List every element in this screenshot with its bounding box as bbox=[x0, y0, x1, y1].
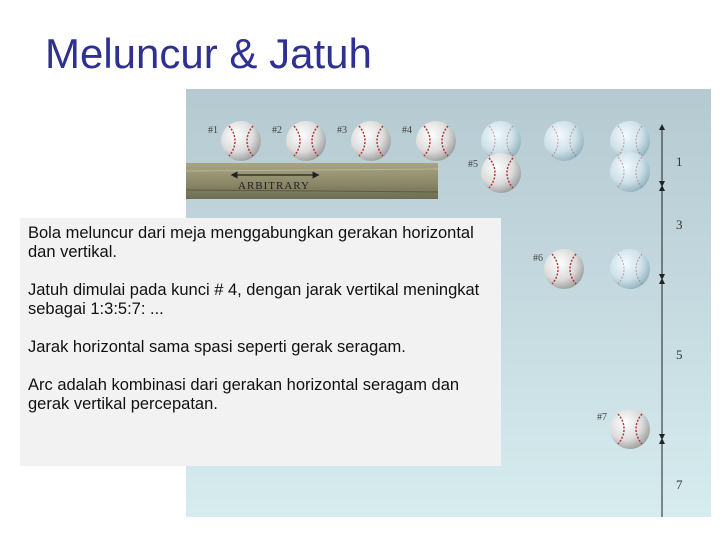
ball-1 bbox=[221, 121, 261, 161]
ball-label: #4 bbox=[402, 125, 412, 136]
paragraph-3: Jarak horizontal sama spasi seperti gerak seragam. bbox=[28, 338, 406, 356]
ball-label: #7 bbox=[597, 412, 607, 423]
ball-7 bbox=[610, 409, 650, 449]
explanation-textbox bbox=[20, 218, 501, 466]
ball-6 bbox=[544, 249, 584, 289]
ball-3 bbox=[351, 121, 391, 161]
paragraph-1: Bola meluncur dari meja menggabungkan gerakan horizontal dan vertikal. bbox=[28, 224, 474, 261]
ghost-ball bbox=[544, 121, 584, 161]
ball-4 bbox=[416, 121, 456, 161]
ball-5 bbox=[481, 153, 521, 193]
distance-label: 7 bbox=[676, 477, 683, 492]
ball-label: #6 bbox=[533, 253, 543, 264]
slide-title: Meluncur & Jatuh bbox=[45, 30, 372, 77]
ghost-ball bbox=[610, 152, 650, 192]
distance-label: 1 bbox=[676, 154, 683, 169]
ghost-ball bbox=[610, 249, 650, 289]
table-label: ARBITRARY bbox=[238, 180, 310, 192]
ball-label: #3 bbox=[337, 125, 347, 136]
ball-label: #1 bbox=[208, 125, 218, 136]
paragraph-2: Jatuh dimulai pada kunci # 4, dengan jarak vertikal meningkat sebagai 1:3:5:7: ... bbox=[28, 281, 480, 318]
paragraph-4: Arc adalah kombinasi dari gerakan horizontal seragam dan gerak vertikal percepatan. bbox=[28, 376, 460, 413]
ball-label: #5 bbox=[468, 159, 478, 170]
distance-label: 3 bbox=[676, 217, 683, 232]
distance-label: 5 bbox=[676, 347, 683, 362]
ball-label: #2 bbox=[272, 125, 282, 136]
ball-2 bbox=[286, 121, 326, 161]
table bbox=[186, 163, 438, 199]
